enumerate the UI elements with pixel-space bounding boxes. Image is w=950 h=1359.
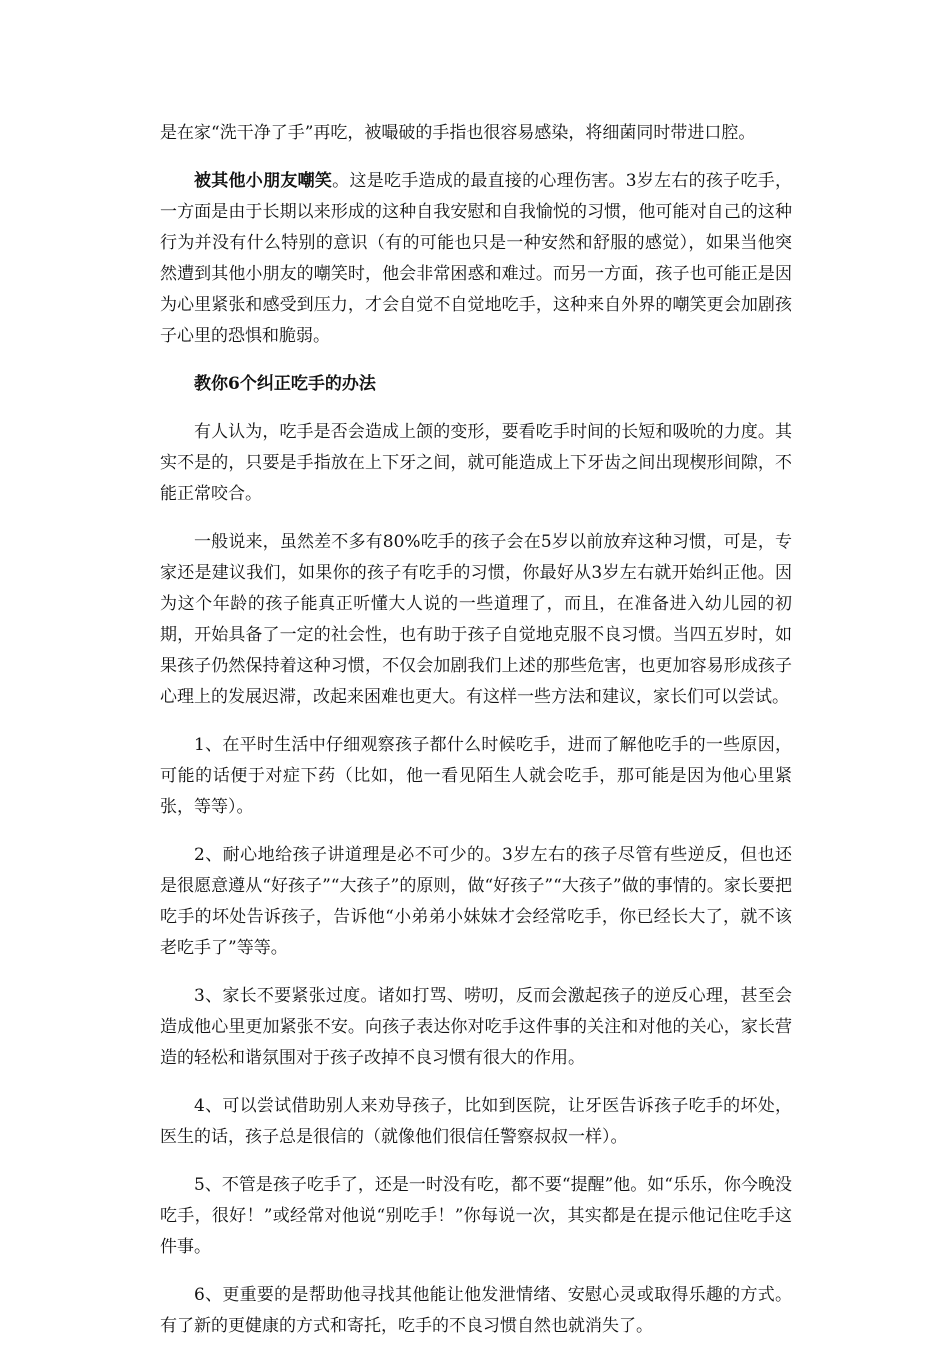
continuation-paragraph: 是在家“洗干净了手”再吃，被嘬破的手指也很容易感染，将细菌同时带进口腔。: [160, 123, 756, 143]
method-1: 1、在平时生活中仔细观察孩子都什么时候吃手，进而了解他吃手的一些原因，可能的话便于对症下药（比如，他一看见陌生人就会吃手，那可能是因为他心里紧张，等等）。: [160, 735, 792, 817]
method-2: 2、耐心地给孩子讲道理是必不可少的。3岁左右的孩子尽管有些逆反，但也还是很愿意遵从“好孩子”“大孩子”的原则，做“好孩子”“大孩子”做的事情的。家长要把吃手的坏处告诉孩子，告诉他“小弟弟小妹妹才会经常吃手，你已经长大了，就不该老吃手了”等等。: [160, 845, 792, 958]
method-4: 4、可以尝试借助别人来劝导孩子，比如到医院，让牙医告诉孩子吃手的坏处，医生的话，孩子总是很信的（就像他们很信任警察叔叔一样）。: [160, 1096, 792, 1147]
method-6: 6、更重要的是帮助他寻找其他能让他发泄情绪、安慰心灵或取得乐趣的方式。有了新的更健康的方式和寄托，吃手的不良习惯自然也就消失了。: [160, 1285, 792, 1336]
section-heading: 教你6个纠正吃手的办法: [194, 374, 376, 394]
method-5: 5、不管是孩子吃手了，还是一时没有吃，都不要“提醒”他。如“乐乐，你今晚没吃手，很好！”或经常对他说“别吃手！”你每说一次，其实都是在提示他记住吃手这件事。: [160, 1175, 792, 1257]
paragraph-intro: 有人认为，吃手是否会造成上颌的变形，要看吃手时间的长短和吸吮的力度。其实不是的，只要是手指放在上下牙之间，就可能造成上下牙齿之间出现楔形间隙，不能正常咬合。: [160, 422, 792, 504]
document-page: [160, 118, 792, 1359]
ridicule-body: 。这是吃手造成的最直接的心理伤害。3岁左右的孩子吃手，一方面是由于长期以来形成的这种自我安慰和自我愉悦的习惯，他可能对自己的这种行为并没有什么特别的意识（有的可能也只是一种安然和舒服的感觉），如果当他突然遭到其他小朋友的嘲笑时，他会非常困惑和难过。而另一方面，孩子也可能正是因为心里紧张和感受到压力，才会自觉不自觉地吃手，这种来自外界的嘲笑更会加剧孩子心里的恐惧和脆弱。: [160, 171, 793, 346]
paragraph-advice: 一般说来，虽然差不多有80%吃手的孩子会在5岁以前放弃这种习惯，可是，专家还是建议我们，如果你的孩子有吃手的习惯，你最好从3岁左右就开始纠正他。因为这个年龄的孩子能真正听懂大人说的一些道理了，而且，在准备进入幼儿园的初期，开始具备了一定的社会性，也有助于孩子自觉地克服不良习惯。当四五岁时，如果孩子仍然保持着这种习惯，不仅会加剧我们上述的那些危害，也更加容易形成孩子心理上的发展迟滞，改起来困难也更大。有这样一些方法和建议，家长们可以尝试。: [160, 532, 792, 707]
ridicule-paragraph: [160, 166, 792, 352]
method-3: 3、家长不要紧张过度。诸如打骂、唠叨，反而会激起孩子的逆反心理，甚至会造成他心里更加紧张不安。向孩子表达你对吃手这件事的关注和对他的关心，家长营造的轻松和谐氛围对于孩子改掉不良习惯有很大的作用。: [160, 986, 792, 1068]
ridicule-lead: 被其他小朋友嘲笑: [194, 171, 333, 191]
